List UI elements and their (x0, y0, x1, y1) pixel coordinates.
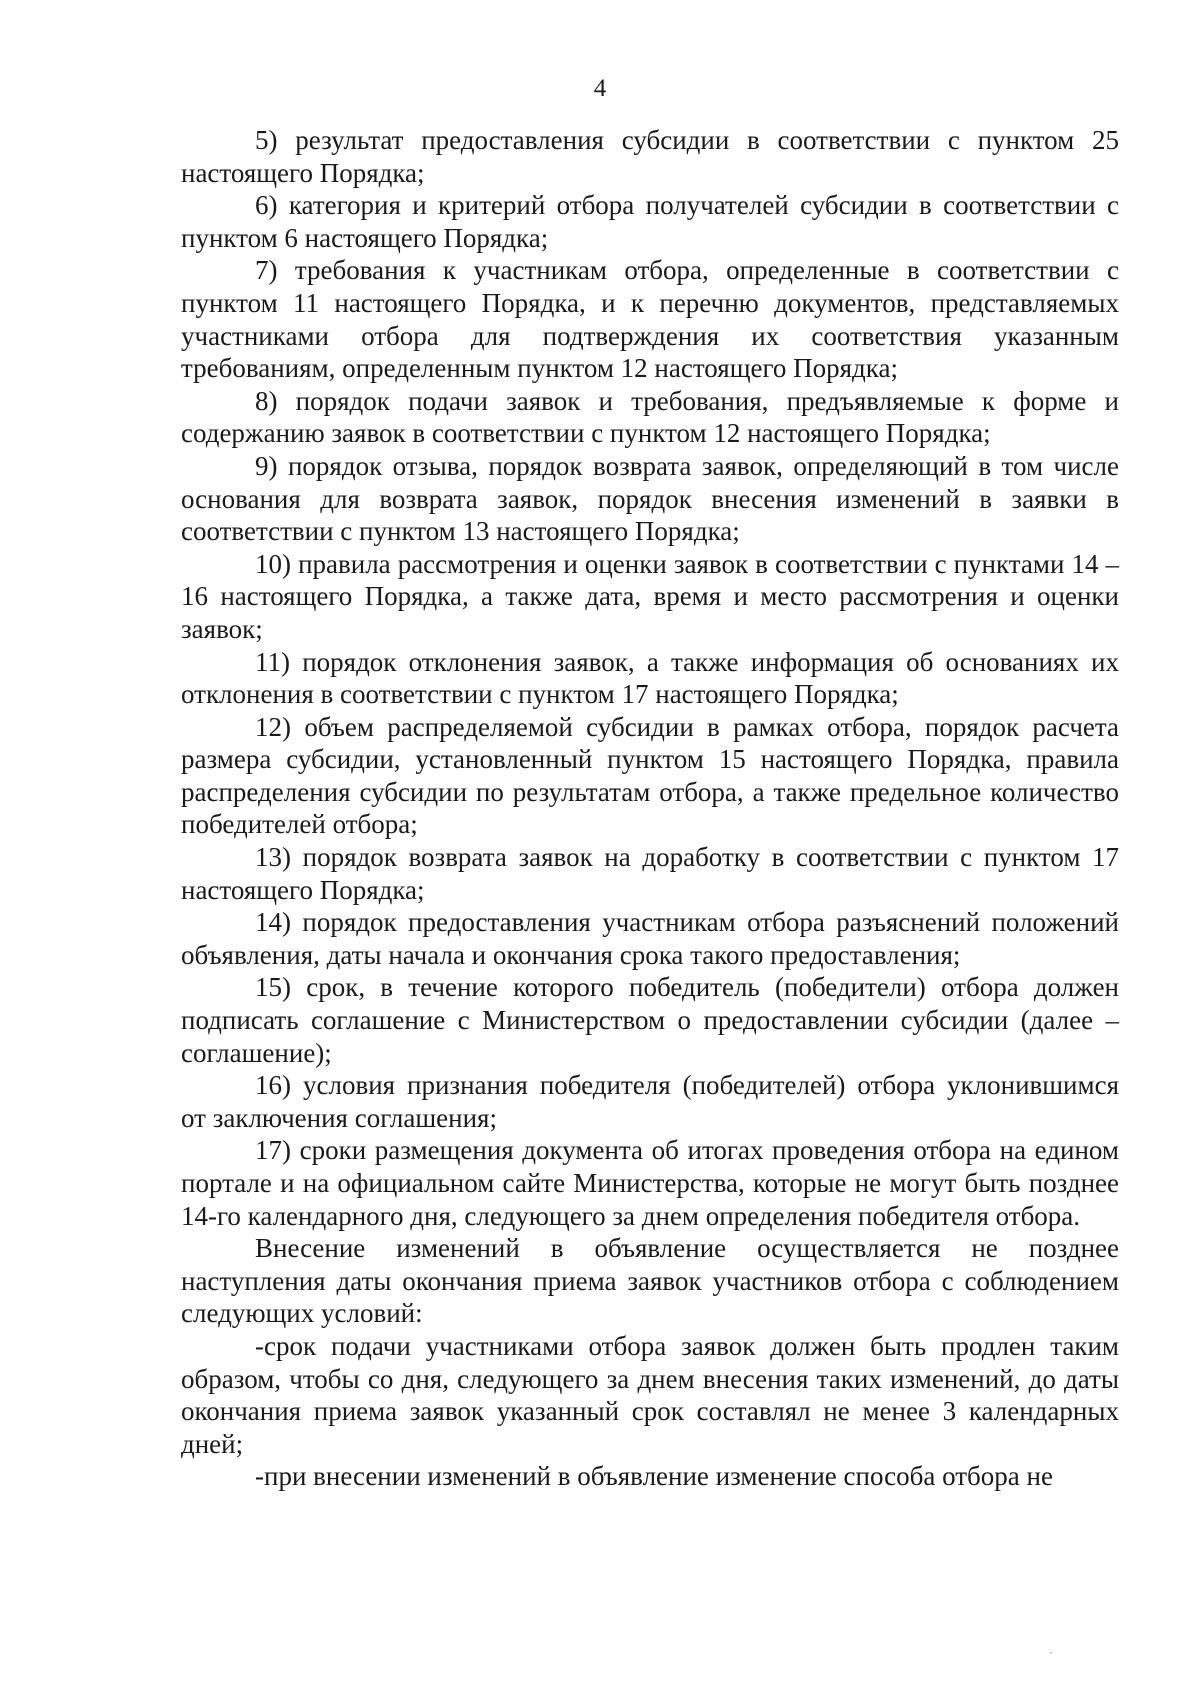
dash-marker: - (255, 1461, 264, 1492)
list-item (181, 646, 1119, 711)
item-text: порядок предоставления участникам отбора разъяснений положений объявления, даты начала и окончания срока такого предоставления; (181, 907, 1119, 970)
condition-text: при внесении изменений в объявление изменение способа отбора не (264, 1461, 1053, 1492)
item-number: 16) (255, 1070, 291, 1101)
list-item (181, 254, 1119, 384)
item-number: 5) (255, 125, 278, 155)
item-number: 15) (255, 972, 291, 1003)
condition-item (181, 1330, 1119, 1460)
item-number: 12) (255, 711, 291, 742)
condition-text: срок подачи участниками отбора заявок должен быть продлен таким образом, чтобы со дня, следующего за днем внесения таких изменений, до даты окончания приема заявок указанный срок составлял не менее 3 календарных дней; (181, 1330, 1119, 1459)
item-number: 6) (255, 190, 278, 221)
list-item (181, 450, 1119, 548)
item-text: правила рассмотрения и оценки заявок в соответствии с пунктами 14 – 16 настоящего Порядка, а также дата, время и место рассмотрения и оценки заявок; (181, 548, 1120, 644)
item-number: 14) (255, 907, 291, 938)
item-text: результат предоставления субсидии в соответствии с пунктом 25 настоящего Порядка; (181, 125, 1119, 188)
list-item (181, 971, 1119, 1069)
scan-artifact-dot (1050, 1652, 1052, 1654)
item-text: порядок возврата заявок на доработку в соответствии с пунктом 17 настоящего Порядка; (181, 842, 1120, 905)
item-text: категория и критерий отбора получателей субсидии в соответствии с пунктом 6 настоящего Порядка; (181, 190, 1119, 253)
list-item (181, 841, 1119, 906)
list-item (181, 711, 1119, 841)
list-item (181, 124, 1119, 189)
condition-item (181, 1460, 1119, 1493)
item-text: порядок подачи заявок и требования, предъявляемые к форме и содержанию заявок в соответствии с пунктом 12 настоящего Порядка; (181, 385, 1119, 449)
item-text: условия признания победителя (победителей) отбора уклонившимся от заключения соглашения; (181, 1070, 1119, 1133)
item-text: сроки размещения документа об итогах проведения отбора на едином портале и на официальном сайте Министерства, которые не могут быть позднее 14-го календарного дня, следующего за днем определения победителя отбора. (181, 1135, 1119, 1231)
item-text: требования к участникам отбора, определенные в соответствии с пунктом 11 настоящего Порядка, и к перечню документов, представляемых участниками отбора для подтверждения их соответствия указанным требованиям, определенным пунктом 12 настоящего Порядка; (181, 255, 1120, 384)
dash-marker: - (255, 1330, 264, 1361)
list-item (181, 189, 1119, 254)
item-number: 7) (255, 255, 278, 286)
item-number: 17) (255, 1135, 291, 1166)
document-body (181, 124, 1119, 1493)
list-item (181, 1069, 1119, 1134)
item-text: срок, в течение которого победитель (победители) отбора должен подписать соглашение с Министерством о предоставлении субсидии (далее – соглашение); (181, 972, 1119, 1068)
item-number: 11) (255, 646, 290, 677)
item-number: 9) (255, 450, 278, 481)
item-text: объем распределяемой субсидии в рамках отбора, порядок расчета размера субсидии, установленный пунктом 15 настоящего Порядка, правила распределения субсидии по результатам отбора, а также предельное количество победителей отбора; (181, 711, 1120, 840)
item-number: 10) (255, 548, 291, 579)
item-text: порядок отзыва, порядок возврата заявок, определяющий в том числе основания для возврата заявок, порядок внесения изменений в заявки в соответствии с пунктом 13 настоящего Порядка; (181, 450, 1120, 547)
list-item (181, 548, 1119, 646)
item-number: 8) (255, 385, 278, 416)
list-item (181, 1134, 1119, 1232)
list-item (181, 906, 1119, 971)
list-item (181, 385, 1119, 450)
page-number: 4 (593, 75, 607, 102)
item-text: порядок отклонения заявок, а также информация об основаниях их отклонения в соответствии с пунктом 17 настоящего Порядка; (181, 646, 1119, 710)
amendment-paragraph: Внесение изменений в объявление осуществляется не позднее наступления даты окончания приема заявок участников отбора с соблюдением следующих условий: (181, 1233, 1119, 1329)
item-number: 13) (255, 842, 291, 873)
